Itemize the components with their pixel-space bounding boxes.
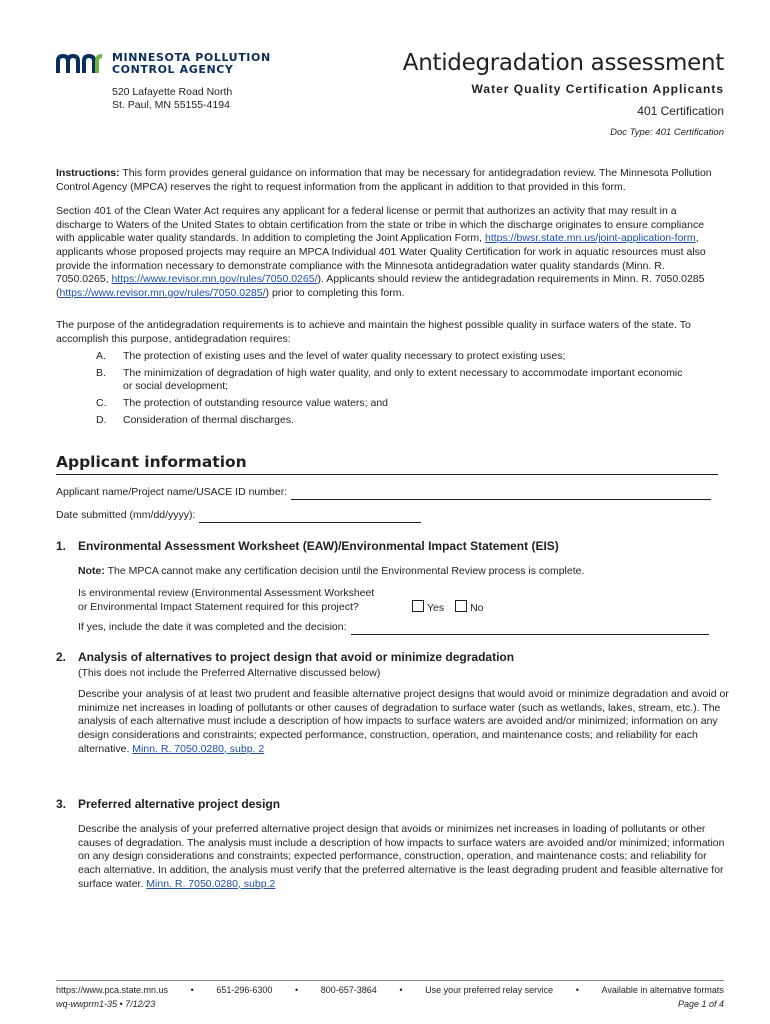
address-line1: 520 Lafayette Road North: [112, 86, 233, 98]
revisor-7050-0265-link[interactable]: https://www.revisor.mn.gov/rules/7050.0265/: [111, 273, 318, 286]
q3-description: [78, 823, 730, 891]
footer-relay: Use your preferred relay service: [425, 985, 554, 995]
section401-text-b: , applicants whose proposed projects may require an MPCA Individual 401 Water Quality Certification for work in aquatic resources must also provide the information necessary to demonstrate compliance with the Minnesota antidegradation water quality standards (Minn. R. 7050.0265,: [56, 232, 706, 286]
q2-title: Analysis of alternatives to project design that avoid or minimize degradation: [78, 650, 515, 664]
instructions-paragraph: [56, 167, 716, 194]
section401-paragraph: [56, 205, 716, 300]
document-subtitle: Water Quality Certification Applicants: [471, 82, 724, 96]
agency-address: [112, 86, 296, 112]
section401-text-c: ). Applicants should review the antidegradation requirements in Minn. R. 7050.0285 (: [56, 273, 705, 299]
instructions-text: This form provides general guidance on information that may be necessary for antidegradation review. The Minnesota Pollution Control Agency (MPCA) reserves the right to request information from the applicant in addition to that provided in this form.: [56, 167, 712, 193]
footer-bullet: •: [575, 985, 579, 995]
footer-bullet: •: [399, 985, 403, 995]
list-item-letter: A.: [96, 350, 106, 362]
list-item: [96, 397, 686, 411]
q1-note-text: The MPCA cannot make any certification decision until the Environmental Review process is complete.: [104, 565, 585, 577]
q3-title: Preferred alternative project design: [78, 797, 281, 811]
section401-text-a: Section 401 of the Clean Water Act requires any applicant for a federal license or permit that authorizes an activity that may result in a discharge to Waters of the United States to obtain certification from the state or tribe in which the discharge originates to ensure compliance with applicable water quality standards. In addition to completing the Joint Application Form,: [56, 205, 705, 245]
footer-bullet: •: [190, 985, 194, 995]
applicant-name-field-row: [56, 486, 711, 500]
agency-name: [112, 52, 271, 76]
no-checkbox[interactable]: [455, 600, 467, 612]
requirements-list: [96, 350, 686, 430]
q1-question-line2: or Environmental Impact Statement required for this project?: [78, 600, 359, 613]
no-label: No: [470, 602, 484, 614]
doc-type: Doc Type: 401 Certification: [610, 127, 724, 139]
footer-contact-row: [56, 985, 724, 997]
revisor-7050-0285-link[interactable]: https://www.revisor.mn.gov/rules/7050.0285/: [59, 286, 266, 299]
footer-phone2: 800-657-3864: [320, 985, 377, 995]
q3-text: Describe the analysis of your preferred alternative project design that avoids or minimizes net increases in loading of pollutants or other causes of degradation. The analysis must include a description of how impacts to surface waters are avoided and/or minimized; information on any design considerations and constraints; expected performance, construction, operation, and maintenance costs; and reliability for each alternative. In addition, the analysis must verify that the preferred alternative is the least degrading prudent and feasible alternative for surface water.: [78, 823, 725, 890]
address-line2: St. Paul, MN 55155-4194: [112, 99, 230, 111]
q1-question: [78, 587, 408, 614]
q2-number: 2.: [56, 650, 67, 664]
document-subtitle2: 401 Certification: [637, 103, 724, 118]
q1-question-line1: Is environmental review (Environmental Assessment Worksheet: [78, 587, 375, 599]
footer-page-number: Page 1 of 4: [677, 998, 724, 1009]
applicant-information-heading: Applicant information: [56, 452, 718, 475]
date-submitted-label: Date submitted (mm/dd/yyyy):: [56, 509, 196, 521]
document-title-block: [403, 48, 724, 140]
q1-number: 1.: [56, 539, 67, 553]
applicant-name-label: Applicant name/Project name/USACE ID number:: [56, 486, 288, 498]
q2-heading: [56, 650, 514, 666]
yes-label: Yes: [427, 602, 445, 614]
footer-formats: Available in alternative formats: [601, 985, 724, 995]
q1-heading: [56, 539, 559, 555]
q3-number: 3.: [56, 797, 67, 811]
list-item-text: The protection of outstanding resource value waters; and: [123, 396, 388, 409]
q1-date-label: If yes, include the date it was completed and the decision:: [78, 621, 347, 633]
applicant-name-input[interactable]: [291, 487, 711, 500]
mpca-logo-mark-icon: [56, 53, 106, 75]
list-item: [96, 414, 686, 428]
q2-text: Describe your analysis of at least two prudent and feasible alternative project designs that would avoid or minimize degradation and avoid or minimize net increases in loading of pollutants or other causes of degradation to surface water (such as wetlands, lakes, stream, etc.). The analysis of each alternative must include a description of how impacts to surface waters are avoided and/or minimized; information on any design considerations and constraints; expected performance, construction, operation, and maintenance costs; and reliability for each alternative.: [78, 688, 729, 755]
q2-subtitle: (This does not include the Preferred Alternative discussed below): [78, 667, 381, 679]
document-title: Antidegradation assessment: [402, 50, 724, 76]
agency-logo: [56, 52, 296, 112]
q1-options: [412, 600, 484, 616]
instructions-label: Instructions:: [56, 167, 120, 179]
q1-date-input[interactable]: [351, 622, 709, 635]
q2-rule-link[interactable]: Minn. R. 7050.0280, subp. 2: [132, 742, 265, 755]
list-item-text: The protection of existing uses and the level of water quality necessary to protect existing uses;: [123, 350, 566, 362]
date-submitted-field-row: [56, 509, 421, 523]
q3-heading: [56, 797, 280, 813]
list-item: [96, 350, 686, 364]
page-footer: [56, 980, 724, 1010]
agency-name-line2: CONTROL AGENCY: [112, 63, 234, 76]
list-item-letter: B.: [96, 366, 106, 379]
q1-title: Environmental Assessment Worksheet (EAW)/Environmental Impact Statement (EIS): [78, 539, 559, 553]
date-submitted-input[interactable]: [199, 510, 421, 523]
q1-note-label: Note:: [78, 565, 105, 577]
footer-bullet: •: [295, 985, 299, 995]
joint-application-link[interactable]: https://bwsr.state.mn.us/joint-application-form: [485, 232, 696, 245]
yes-checkbox[interactable]: [412, 600, 424, 612]
q2-description: [78, 688, 730, 756]
footer-website[interactable]: https://www.pca.state.mn.us: [56, 985, 169, 995]
section401-text-d: ) prior to completing this form.: [265, 286, 405, 299]
list-item: [96, 367, 686, 394]
q3-rule-link[interactable]: Minn. R. 7050.0280, subp.2: [146, 877, 276, 890]
purpose-paragraph: The purpose of the antidegradation requirements is to achieve and maintain the highest possible quality in surface waters of the state. To accomplish this purpose, antidegradation requires:: [56, 319, 691, 345]
q1-date-field-row: [78, 621, 709, 635]
q1-note: [78, 565, 730, 579]
footer-doc-row: [56, 999, 724, 1011]
list-item-text: Consideration of thermal discharges.: [123, 413, 295, 426]
footer-doc-id: wq-wwprm1-35 • 7/12/23: [56, 998, 156, 1009]
footer-phone1: 651-296-6300: [216, 985, 273, 995]
list-item-text: The minimization of degradation of high water quality, and only to extent necessary to accommodate important economic or social development;: [123, 366, 683, 393]
list-item-letter: C.: [96, 396, 107, 409]
agency-name-line1: MINNESOTA POLLUTION: [112, 51, 271, 64]
list-item-letter: D.: [96, 413, 107, 426]
